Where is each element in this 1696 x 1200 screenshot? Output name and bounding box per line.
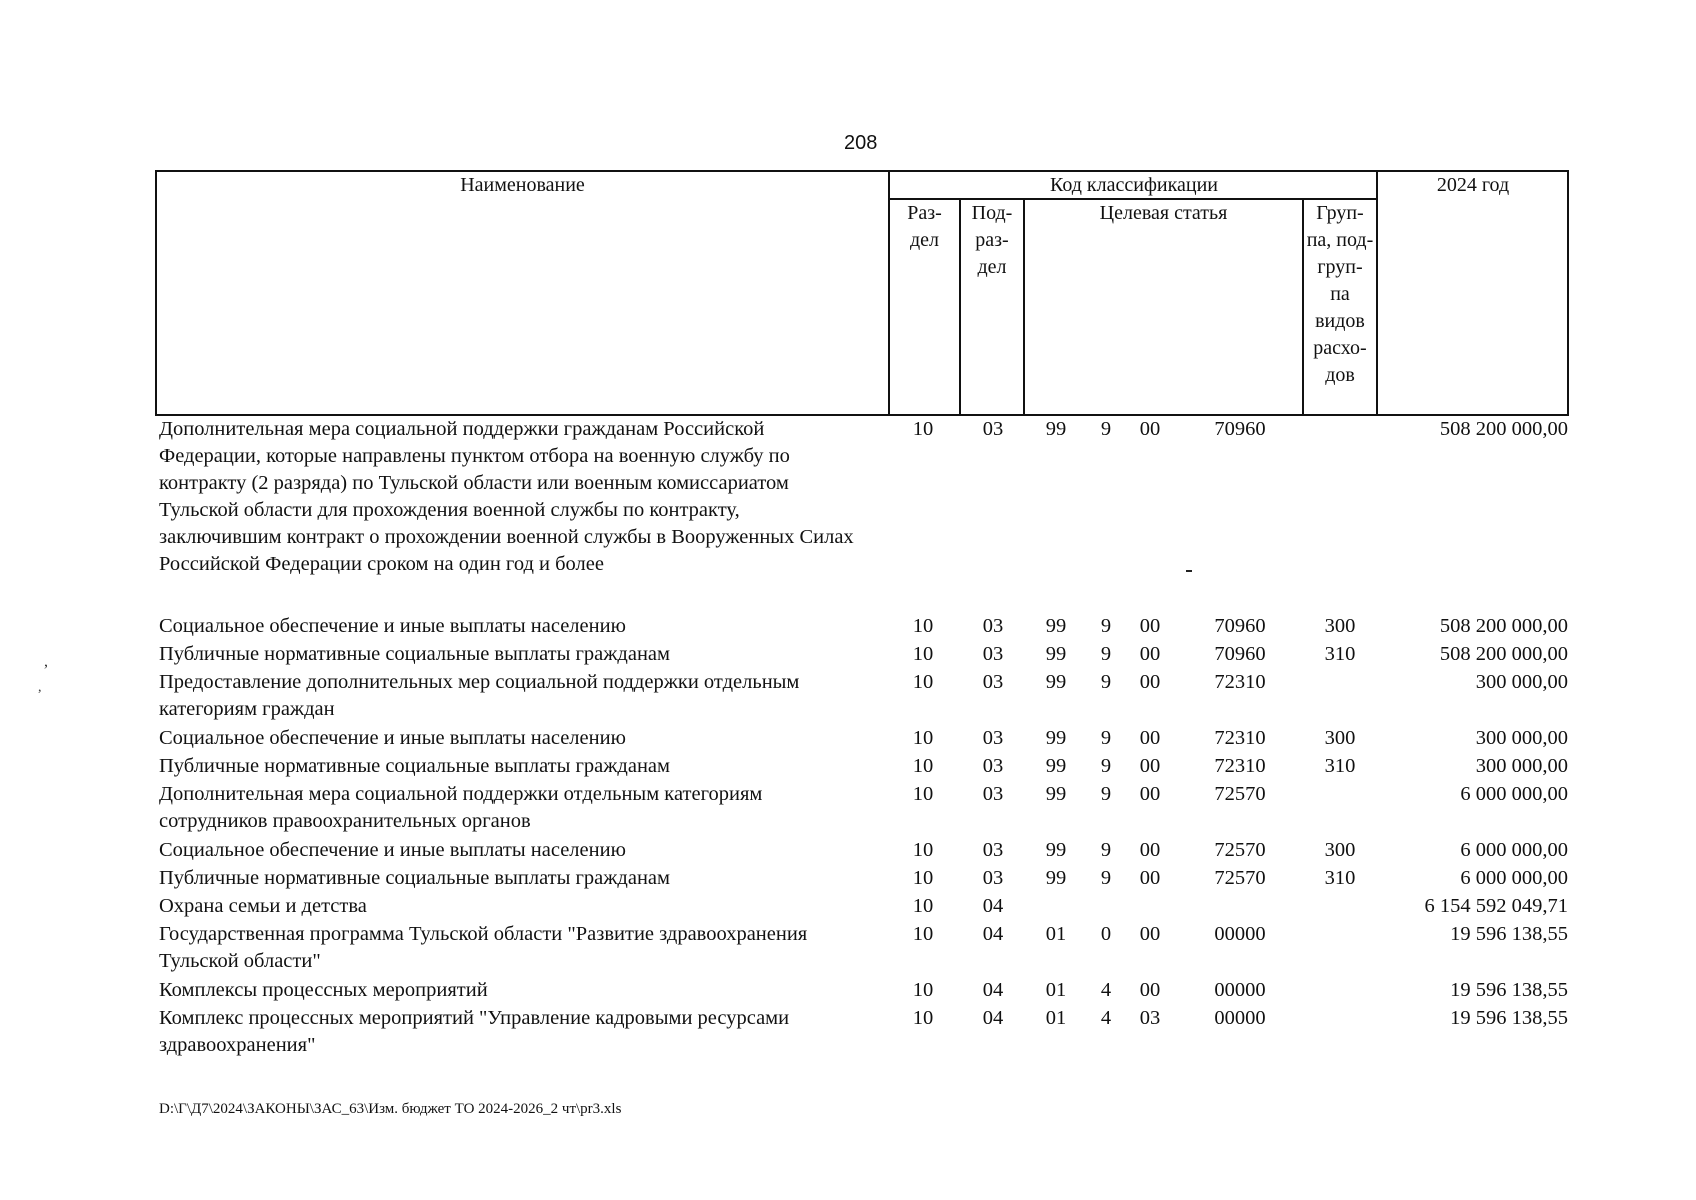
row-direction: 00000 xyxy=(1214,979,1266,1001)
page-number: 208 xyxy=(844,132,878,154)
row-subprogram: 9 xyxy=(1100,867,1112,889)
row-expense-type: 300 xyxy=(1324,615,1356,637)
row-razdel: 10 xyxy=(912,923,934,945)
row-program: 99 xyxy=(1045,643,1067,665)
row-direction: 70960 xyxy=(1214,615,1266,637)
file-path-footer: D:\Г\Д7\2024\ЗАКОНЫ\ЗАС_63\Изм. бюджет ТО 2024-2026_2 чт\pr3.xls xyxy=(159,1101,622,1117)
row-direction: 70960 xyxy=(1214,418,1266,440)
row-podrazdel: 03 xyxy=(982,643,1004,665)
row-direction: 70960 xyxy=(1214,643,1266,665)
row-razdel: 10 xyxy=(912,839,934,861)
row-amount-2024: 508 200 000,00 xyxy=(1439,418,1568,440)
row-name: Дополнительная мера социальной поддержки гражданам Российской Федерации, которые направлены пунктом отбора на военную службу по контракту (2 разряда) по Тульской области или военным комиссариатом Тульской области для прохождения военной службы по контракту, заключившим контракт о прохождении военной службы в Вооруженных Силах Российской Федерации сроком на один год и более xyxy=(159,418,854,575)
row-direction: 72310 xyxy=(1214,671,1266,693)
row-razdel: 10 xyxy=(912,755,934,777)
row-amount-2024: 6 000 000,00 xyxy=(1460,783,1568,805)
row-razdel: 10 xyxy=(912,783,934,805)
row-amount-2024: 6 000 000,00 xyxy=(1460,867,1568,889)
row-amount-2024: 300 000,00 xyxy=(1475,727,1568,749)
row-podrazdel: 03 xyxy=(982,671,1004,693)
row-event: 00 xyxy=(1139,643,1161,665)
row-podrazdel: 03 xyxy=(982,867,1004,889)
row-podrazdel: 03 xyxy=(982,783,1004,805)
row-direction: 72570 xyxy=(1214,783,1266,805)
row-podrazdel: 03 xyxy=(982,755,1004,777)
row-amount-2024: 19 596 138,55 xyxy=(1450,923,1568,945)
row-amount-2024: 300 000,00 xyxy=(1475,755,1568,777)
row-razdel: 10 xyxy=(912,867,934,889)
row-amount-2024: 6 154 592 049,71 xyxy=(1424,895,1568,917)
row-podrazdel: 04 xyxy=(982,923,1004,945)
row-subprogram: 9 xyxy=(1100,839,1112,861)
row-expense-type: 310 xyxy=(1324,867,1356,889)
row-amount-2024: 19 596 138,55 xyxy=(1450,1007,1568,1029)
row-podrazdel: 04 xyxy=(982,895,1004,917)
row-event: 00 xyxy=(1139,615,1161,637)
row-amount-2024: 19 596 138,55 xyxy=(1450,979,1568,1001)
row-program: 99 xyxy=(1045,867,1067,889)
row-program: 01 xyxy=(1045,1007,1067,1029)
margin-mark: , xyxy=(44,653,48,670)
row-event: 00 xyxy=(1139,979,1161,1001)
row-program: 99 xyxy=(1045,755,1067,777)
row-name: Публичные нормативные социальные выплаты гражданам xyxy=(159,643,671,665)
header-target-article: Целевая статья xyxy=(1099,202,1228,224)
row-name: Государственная программа Тульской области "Развитие здравоохранения Тульской области" xyxy=(159,923,808,972)
row-subprogram: 0 xyxy=(1100,923,1112,945)
row-razdel: 10 xyxy=(912,727,934,749)
row-expense-type: 310 xyxy=(1324,643,1356,665)
row-podrazdel: 03 xyxy=(982,418,1004,440)
row-subprogram: 9 xyxy=(1100,643,1112,665)
row-podrazdel: 04 xyxy=(982,979,1004,1001)
row-name: Социальное обеспечение и иные выплаты населению xyxy=(159,615,626,637)
row-podrazdel: 03 xyxy=(982,727,1004,749)
row-amount-2024: 508 200 000,00 xyxy=(1439,643,1568,665)
row-event: 00 xyxy=(1139,783,1161,805)
row-subprogram: 9 xyxy=(1100,615,1112,637)
header-razdel: Раз- дел xyxy=(907,202,942,251)
row-program: 01 xyxy=(1045,979,1067,1001)
row-name: Публичные нормативные социальные выплаты гражданам xyxy=(159,755,671,777)
row-razdel: 10 xyxy=(912,418,934,440)
row-name: Социальное обеспечение и иные выплаты населению xyxy=(159,727,626,749)
header-code-classification: Код классификации xyxy=(1049,174,1219,196)
row-direction: 72570 xyxy=(1214,867,1266,889)
row-amount-2024: 6 000 000,00 xyxy=(1460,839,1568,861)
row-razdel: 10 xyxy=(912,671,934,693)
row-name: Дополнительная мера социальной поддержки отдельным категориям сотрудников правоохранительных органов xyxy=(159,783,763,832)
row-subprogram: 9 xyxy=(1100,671,1112,693)
row-program: 99 xyxy=(1045,783,1067,805)
header-podrazdel: Под- раз- дел xyxy=(971,202,1013,278)
row-podrazdel: 03 xyxy=(982,839,1004,861)
margin-mark: , xyxy=(38,680,42,695)
row-razdel: 10 xyxy=(912,979,934,1001)
row-expense-type: 300 xyxy=(1324,727,1356,749)
row-podrazdel: 03 xyxy=(982,615,1004,637)
row-razdel: 10 xyxy=(912,1007,934,1029)
row-event: 00 xyxy=(1139,671,1161,693)
row-direction: 72310 xyxy=(1214,727,1266,749)
row-direction: 72310 xyxy=(1214,755,1266,777)
row-amount-2024: 300 000,00 xyxy=(1475,671,1568,693)
header-year: 2024 год xyxy=(1436,174,1510,196)
row-event: 00 xyxy=(1139,839,1161,861)
row-direction: 72570 xyxy=(1214,839,1266,861)
row-event: 00 xyxy=(1139,755,1161,777)
row-event: 03 xyxy=(1139,1007,1161,1029)
row-razdel: 10 xyxy=(912,615,934,637)
header-name: Наименование xyxy=(460,174,585,196)
row-program: 01 xyxy=(1045,923,1067,945)
row-direction: 00000 xyxy=(1214,923,1266,945)
row-subprogram: 4 xyxy=(1100,979,1112,1001)
row-razdel: 10 xyxy=(912,643,934,665)
row-subprogram: 9 xyxy=(1100,755,1112,777)
row-name: Охрана семьи и детства xyxy=(159,895,367,917)
row-expense-type: 300 xyxy=(1324,839,1356,861)
row-subprogram: 4 xyxy=(1100,1007,1112,1029)
row-amount-2024: 508 200 000,00 xyxy=(1439,615,1568,637)
header-group: Груп- па, под- груп- па видов расхо- дов xyxy=(1306,202,1374,386)
row-program: 99 xyxy=(1045,671,1067,693)
row-expense-type: 310 xyxy=(1324,755,1356,777)
row-program: 99 xyxy=(1045,839,1067,861)
row-program: 99 xyxy=(1045,418,1067,440)
row-event: 00 xyxy=(1139,727,1161,749)
row-podrazdel: 04 xyxy=(982,1007,1004,1029)
row-program: 99 xyxy=(1045,727,1067,749)
row-direction: 00000 xyxy=(1214,1007,1266,1029)
row-program: 99 xyxy=(1045,615,1067,637)
stray-dash xyxy=(1186,570,1192,572)
row-razdel: 10 xyxy=(912,895,934,917)
row-name: Предоставление дополнительных мер социальной поддержки отдельным категориям граждан xyxy=(159,671,800,720)
row-name: Публичные нормативные социальные выплаты гражданам xyxy=(159,867,671,889)
row-event: 00 xyxy=(1139,867,1161,889)
row-event: 00 xyxy=(1139,923,1161,945)
row-name: Комплекс процессных мероприятий "Управление кадровыми ресурсами здравоохранения" xyxy=(159,1007,790,1056)
row-subprogram: 9 xyxy=(1100,783,1112,805)
row-name: Комплексы процессных мероприятий xyxy=(159,979,488,1001)
row-subprogram: 9 xyxy=(1100,727,1112,749)
row-name: Социальное обеспечение и иные выплаты населению xyxy=(159,839,626,861)
row-subprogram: 9 xyxy=(1100,418,1112,440)
row-event: 00 xyxy=(1139,418,1161,440)
